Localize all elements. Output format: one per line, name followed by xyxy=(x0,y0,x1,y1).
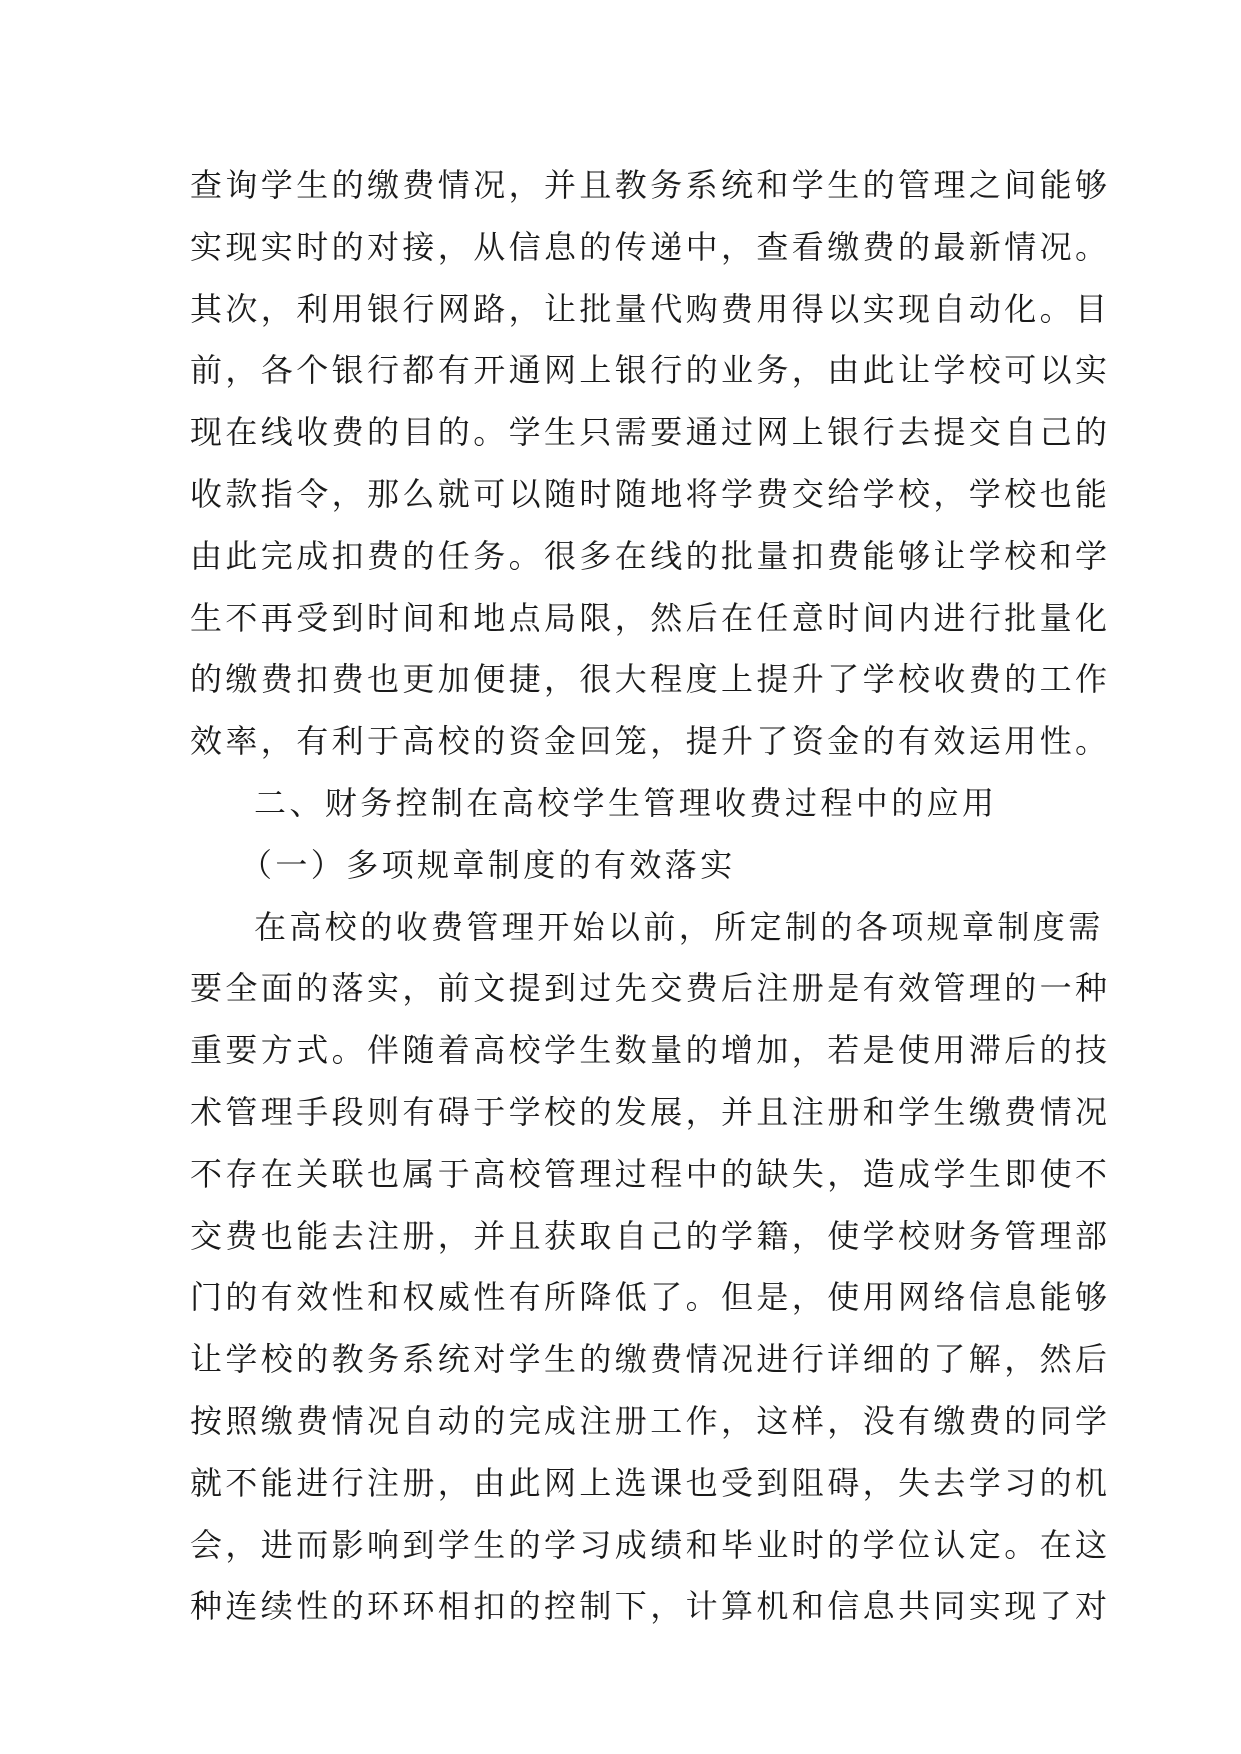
document-body xyxy=(190,155,1111,1638)
subsection-heading: （一）多项规章制度的有效落实 xyxy=(240,845,736,884)
body-line: 由此完成扣费的任务。很多在线的批量扣费能够让学校和学 xyxy=(190,536,1111,575)
body-line: 生不再受到时间和地点局限，然后在任意时间内进行批量化 xyxy=(190,598,1111,637)
body-line: 收款指令，那么就可以随时随地将学费交给学校，学校也能 xyxy=(190,474,1111,513)
body-line: 让学校的教务系统对学生的缴费情况进行详细的了解，然后 xyxy=(190,1340,1111,1379)
body-line: 实现实时的对接，从信息的传递中，查看缴费的最新情况。 xyxy=(190,227,1111,266)
body-line: 就不能进行注册，由此网上选课也受到阻碍，失去学习的机 xyxy=(190,1463,1111,1502)
body-line: 重要方式。伴随着高校学生数量的增加，若是使用滞后的技 xyxy=(190,1031,1111,1070)
body-line: 不存在关联也属于高校管理过程中的缺失，造成学生即使不 xyxy=(190,1154,1111,1193)
body-line: 其次，利用银行网路，让批量代购费用得以实现自动化。目 xyxy=(190,289,1111,328)
paragraph-first-line: 在高校的收费管理开始以前，所定制的各项规章制度需 xyxy=(254,907,1104,946)
body-line: 会，进而影响到学生的学习成绩和毕业时的学位认定。在这 xyxy=(190,1525,1111,1564)
section-heading: 二、财务控制在高校学生管理收费过程中的应用 xyxy=(254,783,998,822)
body-line: 现在线收费的目的。学生只需要通过网上银行去提交自己的 xyxy=(190,413,1111,452)
body-line: 种连续性的环环相扣的控制下，计算机和信息共同实现了对 xyxy=(190,1587,1111,1626)
body-line: 交费也能去注册，并且获取自己的学籍，使学校财务管理部 xyxy=(190,1216,1111,1255)
body-line: 术管理手段则有碍于学校的发展，并且注册和学生缴费情况 xyxy=(190,1092,1111,1131)
body-line: 的缴费扣费也更加便捷，很大程度上提升了学校收费的工作 xyxy=(190,660,1111,699)
body-line: 要全面的落实，前文提到过先交费后注册是有效管理的一种 xyxy=(190,969,1111,1008)
body-line: 前，各个银行都有开通网上银行的业务，由此让学校可以实 xyxy=(190,351,1111,390)
body-line: 门的有效性和权威性有所降低了。但是，使用网络信息能够 xyxy=(190,1278,1111,1317)
body-line: 查询学生的缴费情况，并且教务系统和学生的管理之间能够 xyxy=(190,166,1111,204)
body-line: 效率，有利于高校的资金回笼，提升了资金的有效运用性。 xyxy=(190,722,1111,761)
body-line: 按照缴费情况自动的完成注册工作，这样，没有缴费的同学 xyxy=(190,1401,1111,1440)
